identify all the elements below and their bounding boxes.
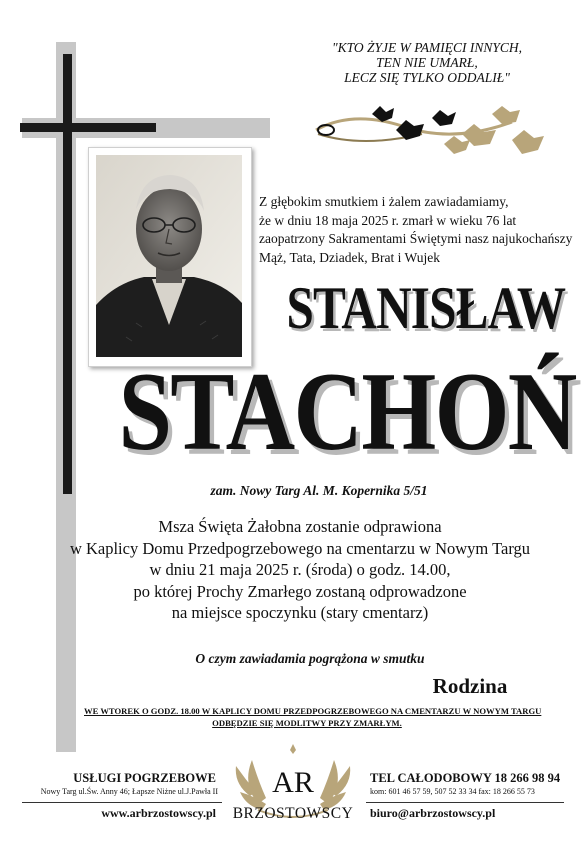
motto-quote <box>292 40 562 85</box>
prayer-notice <box>84 705 542 729</box>
mass-line-4: po której Prochy Zmarłego zostaną odprowadzone <box>133 581 467 601</box>
funeral-mass-info <box>60 516 540 624</box>
motto-line-3: LECZ SIĘ TYLKO ODDALIŁ" <box>344 70 510 85</box>
intro-line-3: zaopatrzony Sakramentami Świętymi nasz najukochańszy <box>259 231 573 246</box>
mobile-fax-numbers: kom: 601 46 57 59, 507 52 33 34 fax: 18 266 55 73 <box>370 787 535 796</box>
portrait-photo <box>96 155 242 357</box>
announcement-intro <box>259 193 579 267</box>
motto-line-2: TEN NIE UMARŁ, <box>376 55 478 70</box>
mass-line-5: na miejsce spoczynku (stary cmentarz) <box>171 603 429 622</box>
footer-divider-left <box>22 802 222 803</box>
logo-brand-name: BRZOSTOWSCY <box>232 805 354 822</box>
email-link[interactable]: biuro@arbrzostowscy.pl <box>370 806 496 820</box>
mass-line-2: w Kaplicy Domu Przedpogrzebowego na cmentarzu w Nowym Targu <box>69 538 531 558</box>
prayer-line-1: WE WTOREK O GODZ. 18.00 W KAPLICY DOMU PRZEDPOGRZEBOWEGO NA CMENTARZU W NOWYM TARGU <box>84 706 542 716</box>
cross-horizontal-beam <box>20 123 156 132</box>
prayer-line-2: ODBĘDZIE SIĘ MODLITWY PRZY ZMARŁYM. <box>212 718 402 728</box>
phone-24h-title: TEL CAŁODOBOWY 18 266 98 94 <box>370 771 561 785</box>
deceased-address: zam. Nowy Targ Al. M. Kopernika 5/51 <box>210 483 428 498</box>
intro-line-2: że w dniu 18 maja 2025 r. zmarł w wieku 76 lat <box>259 212 517 228</box>
family-signature: Rodzina <box>432 674 508 698</box>
logo-initials: AR <box>272 766 314 799</box>
intro-line-1: Z głębokim smutkiem i żalem zawiadamiamy, <box>259 194 509 209</box>
intro-line-4: Mąż, Tata, Dziadek, Brat i Wujek <box>259 249 440 265</box>
deceased-last-name: STACHOŃ <box>118 350 576 474</box>
mourning-notice: O czym zawiadamia pogrążona w smutku <box>195 651 425 666</box>
footer-divider-right <box>366 802 564 803</box>
deceased-first-name: STANISŁAW <box>286 275 566 341</box>
website-link[interactable]: www.arbrzostowscy.pl <box>101 806 216 820</box>
leaf-ornament-icon <box>312 100 550 162</box>
cross-vertical-beam <box>63 54 72 494</box>
mass-line-3: w dniu 21 maja 2025 r. (środa) o godz. 14.00, <box>149 560 451 579</box>
funeral-services-title: USŁUGI POGRZEBOWE <box>73 771 216 785</box>
mass-line-1: Msza Święta Żałobna zostanie odprawiona <box>158 517 442 536</box>
motto-line-1: "KTO ŻYJE W PAMIĘCI INNYCH, <box>331 40 523 55</box>
funeral-services-address: Nowy Targ ul.Św. Anny 46; Łapsze Niżne ul.J.Pawła II <box>40 787 218 796</box>
